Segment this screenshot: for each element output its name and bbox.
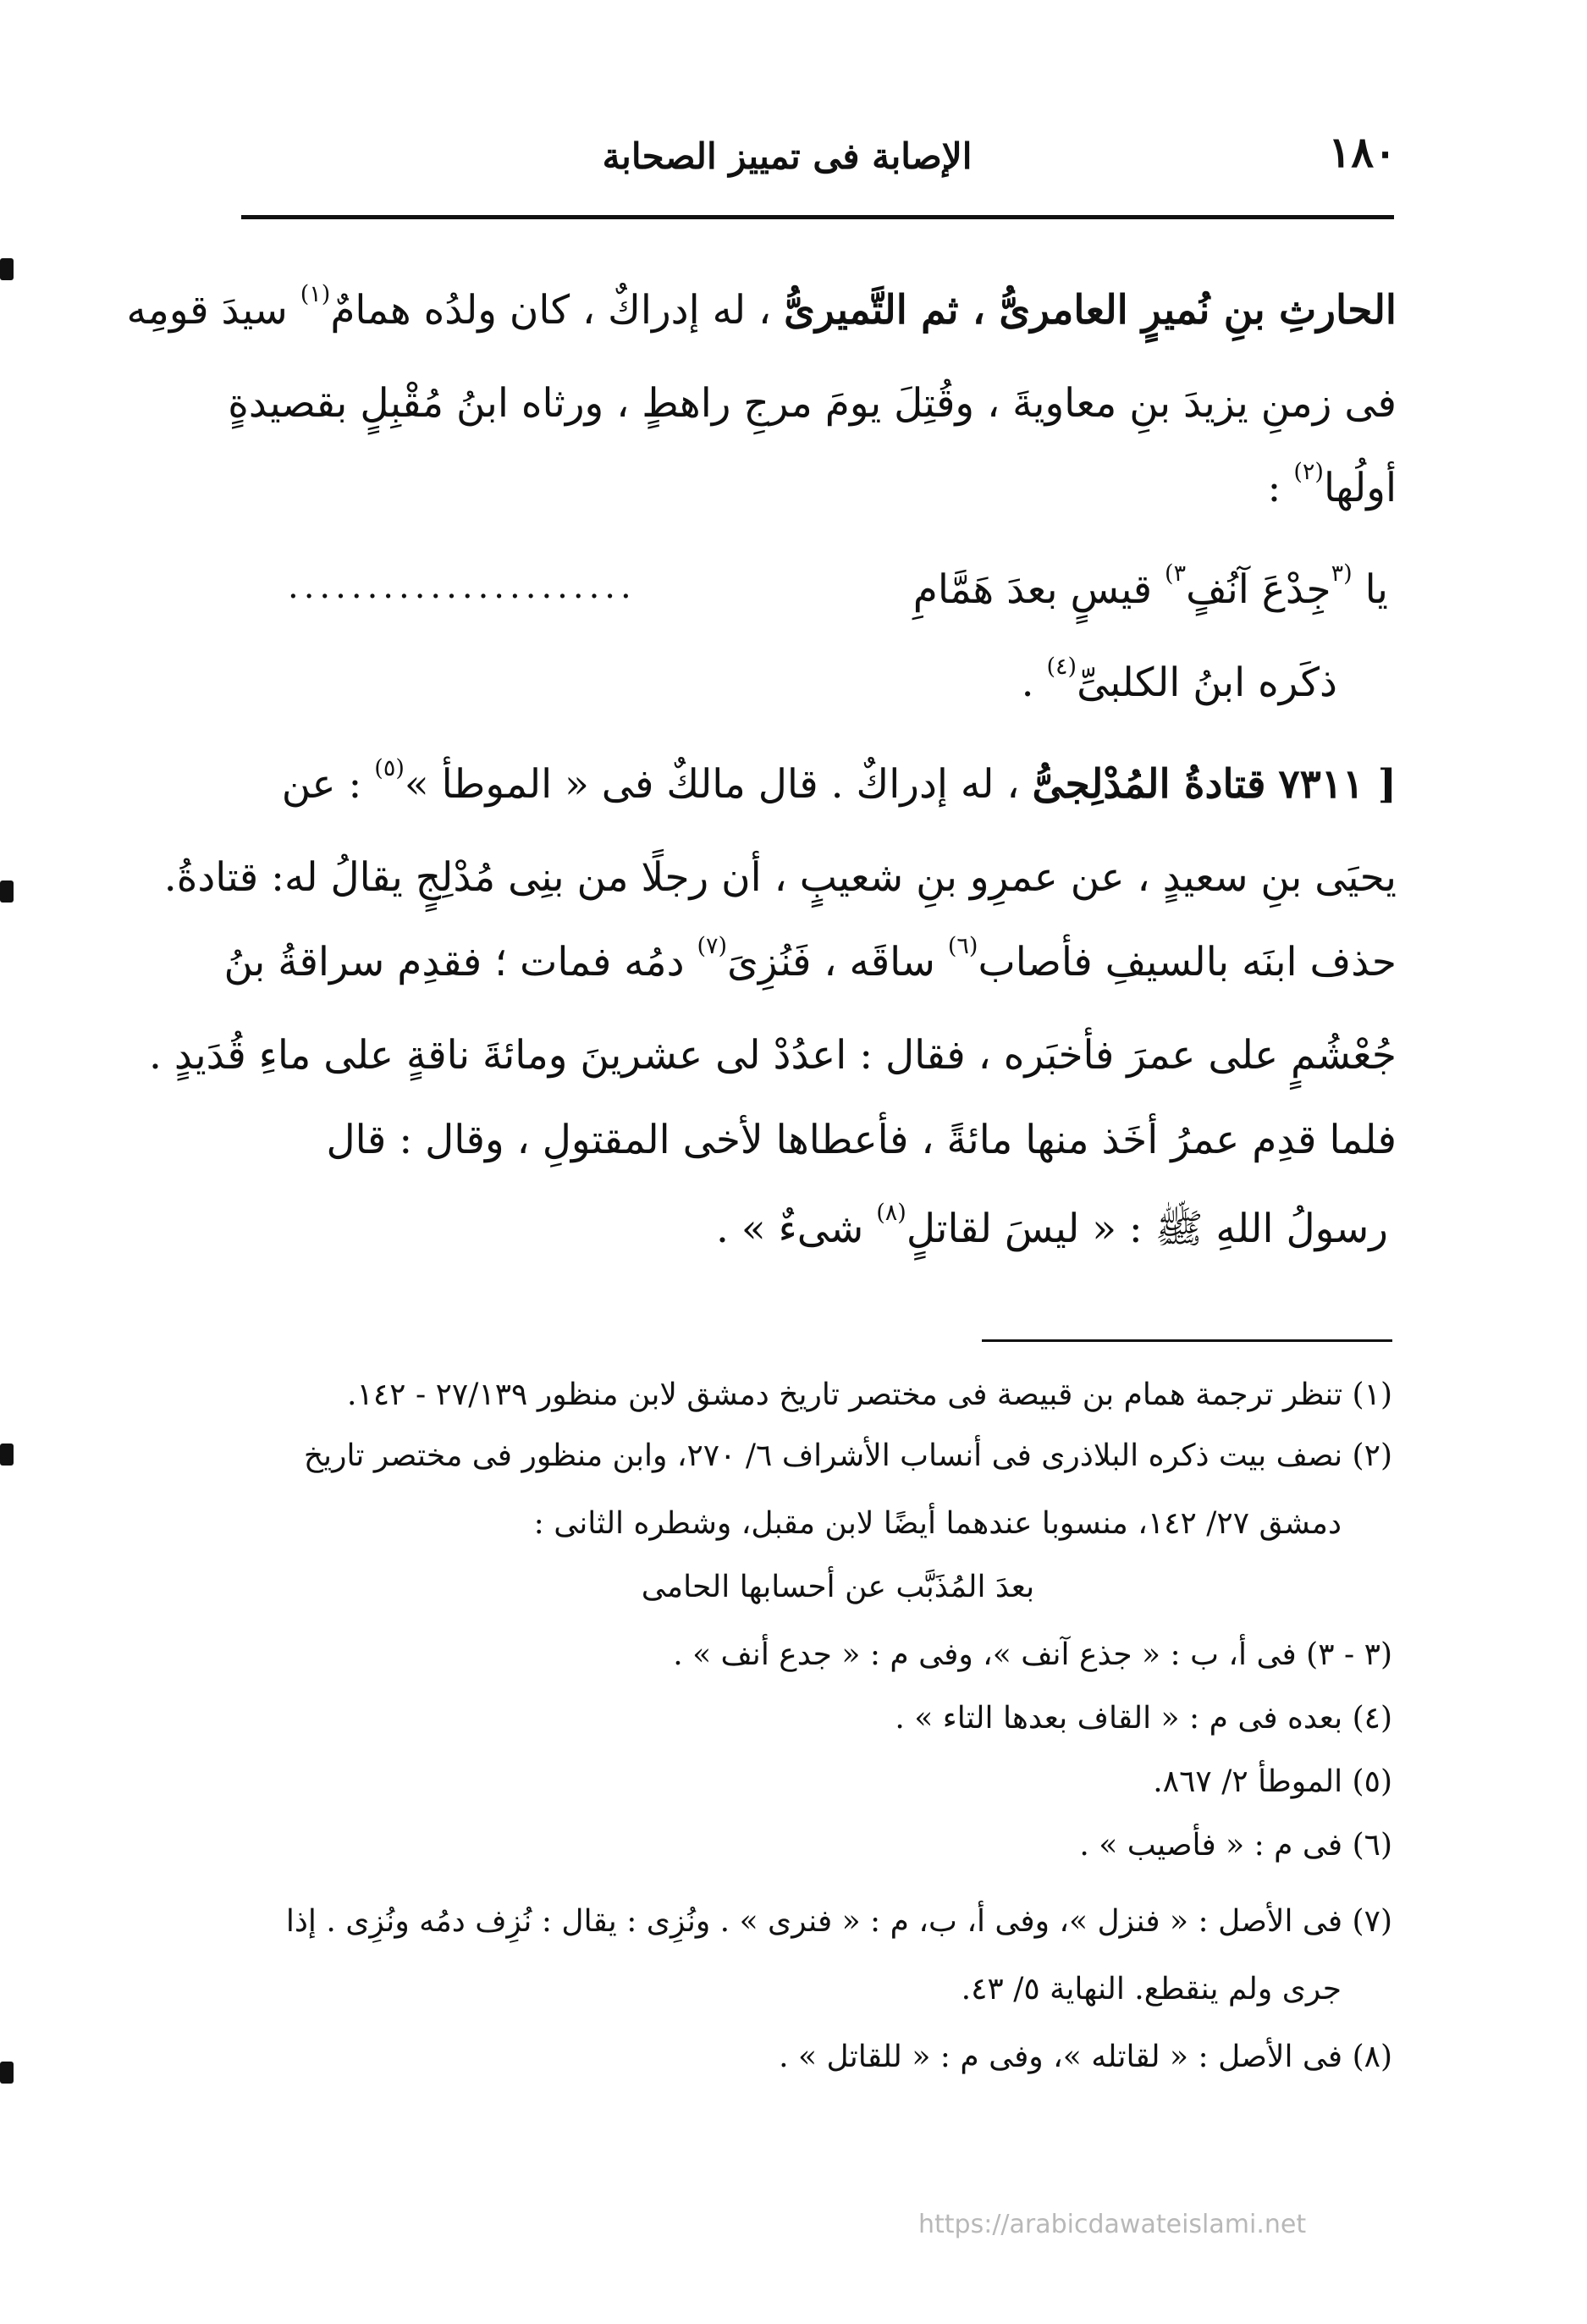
footnote-7-line-1: (٧) فى الأصل : « فنزل »، وفى أ، ب، م : « فنرى » . ونُزِى : يقال : نُزِف دمُه ونُزِى . إذا xyxy=(285,1904,1392,1939)
scan-margin-mark xyxy=(0,1444,14,1466)
body-text-span: حذف ابنَه بالسيفِ فأصاب xyxy=(978,939,1397,985)
footnote-2-line-2: دمشق ٢٧/ ١٤٢، منسوبا عندهما أيضًا لابن مقبل، وشطره الثانى : xyxy=(533,1506,1342,1541)
body-text-span: أولُها xyxy=(1323,465,1397,511)
body-text-span: : عن xyxy=(281,761,362,808)
footnote-ref-2[interactable]: (٢) xyxy=(1293,459,1324,485)
footnote-ref-6[interactable]: (٦) xyxy=(947,933,978,959)
body-line-1 xyxy=(126,264,1397,357)
body-text-span: رسولُ اللهِ ﷺ : « ليسَ لقاتلٍ xyxy=(906,1206,1388,1252)
footnote-3: (٣ - ٣) فى أ، ب : « جذع آنف »، وفى م : « جدع أنف » . xyxy=(673,1637,1392,1672)
footnote-8: (٨) فى الأصل : « لقاتله »، وفى م : « للقاتل » . xyxy=(779,2040,1392,2074)
footnote-ref-8[interactable]: (٨) xyxy=(876,1200,906,1226)
footnote-4: (٤) بعده فى م : « القاف بعدها التاء » . xyxy=(895,1701,1392,1736)
footnote-7-line-2: جرى ولم ينقطع. النهاية ٥/ ٤٣. xyxy=(961,1972,1342,2007)
header-rule xyxy=(241,215,1394,219)
footnote-6: (٦) فى م : « فأصيب » . xyxy=(1079,1828,1392,1863)
body-line-6 xyxy=(237,738,1397,831)
footnote-ref-3-open[interactable]: (٣ xyxy=(1331,560,1353,587)
entry-name-qatada: قتادةُ المُدْلِجىُّ xyxy=(1032,761,1266,808)
verse-text: جِدْعَ آنُفٍ xyxy=(1186,566,1331,613)
footnote-2-verse: بعدَ المُذَبَّب عن أحسابها الحامى xyxy=(641,1570,1035,1604)
body-line-5 xyxy=(762,637,1337,730)
body-line-10: فلما قدِم عمرُ أخَذ منها مائةً ، فأعطاها لأخى المقتولِ ، وقال : قال xyxy=(326,1117,1397,1163)
footnote-rule xyxy=(982,1339,1392,1342)
entry-number: [ ٧٣١١ xyxy=(1278,761,1397,808)
footnote-ref-5[interactable]: (٥) xyxy=(374,755,405,781)
footnote-2-line-1: (٢) نصف بيت ذكره البلاذرى فى أنساب الأشراف ٦/ ٢٧٠، وابن منظور فى مختصر تاريخ xyxy=(303,1438,1392,1473)
body-text-span: ، له إدراكٌ . قال مالكٌ فى « الموطأ » xyxy=(404,761,1020,808)
scan-margin-mark xyxy=(0,880,14,903)
verse-word: يا xyxy=(1364,566,1388,613)
body-line-9: جُعْشُمٍ على عمرَ فأخبَره ، فقال : اعدُدْ لى عشرينَ ومائةَ ناقةٍ على ماءِ قُدَيدٍ . xyxy=(149,1032,1397,1079)
footnote-ref-4[interactable]: (٤) xyxy=(1046,654,1077,680)
body-line-7: يحيَى بنِ سعيدٍ ، عن عمرِو بنِ شعيبٍ ، أن رجلًا من بنِى مُدْلِجٍ يقالُ له: قتادةُ. xyxy=(163,854,1397,901)
body-text-span: : xyxy=(1267,465,1281,511)
page-number: ١٨٠ xyxy=(1328,127,1397,177)
verse-text: قيسٍ بعدَ هَمَّامِ xyxy=(912,566,1153,613)
scan-margin-mark xyxy=(0,2062,14,2084)
scan-margin-mark xyxy=(0,258,14,280)
footnote-5: (٥) الموطأ ٢/ ٨٦٧. xyxy=(1153,1764,1392,1799)
body-line-8 xyxy=(223,916,1397,1009)
body-text-span: ذكَره ابنُ الكلبىِّ xyxy=(1077,660,1337,706)
body-text-span: ساقَه ، فَنُزِىَ xyxy=(727,939,935,985)
body-line-11 xyxy=(716,1183,1388,1276)
verse-line xyxy=(796,544,1388,637)
body-line-2: فى زمنِ يزيدَ بنِ معاويةَ ، وقُتِلَ يومَ مرجِ راهطٍ ، ورثاه ابنُ مُقْبِلٍ بقصيدةٍ xyxy=(228,380,1397,427)
footnote-ref-1[interactable]: (١) xyxy=(300,281,331,307)
footnote-ref-7[interactable]: (٧) xyxy=(697,933,728,959)
body-text-span: ، له إدراكٌ ، كان ولدُه همامٌ xyxy=(330,287,772,334)
body-text-span: سيدَ قومِه xyxy=(126,287,288,334)
watermark-url: https://arabicdawateislami.net xyxy=(918,2210,1307,2239)
verse-ellipsis: ...................... xyxy=(288,567,636,606)
body-line-3 xyxy=(237,442,1397,535)
body-text-span: . xyxy=(1021,660,1034,706)
footnote-ref-3-close[interactable]: ٣) xyxy=(1165,560,1187,587)
running-title: الإصابة فى تمييز الصحابة xyxy=(602,135,973,177)
footnote-1: (١) تنظر ترجمة همام بن قبيصة فى مختصر تاريخ دمشق لابن منظور ٢٧/١٣٩ - ١٤٢. xyxy=(347,1377,1392,1412)
body-text-span: دمُه فمات ؛ فقدِم سراقةُ بنُ xyxy=(223,939,685,985)
entry-name-harith: الحارثِ بنِ نُميرٍ العامرىُّ ، ثم التَّميرىُّ xyxy=(784,287,1397,334)
body-text-span: شىءٌ » . xyxy=(716,1206,864,1252)
